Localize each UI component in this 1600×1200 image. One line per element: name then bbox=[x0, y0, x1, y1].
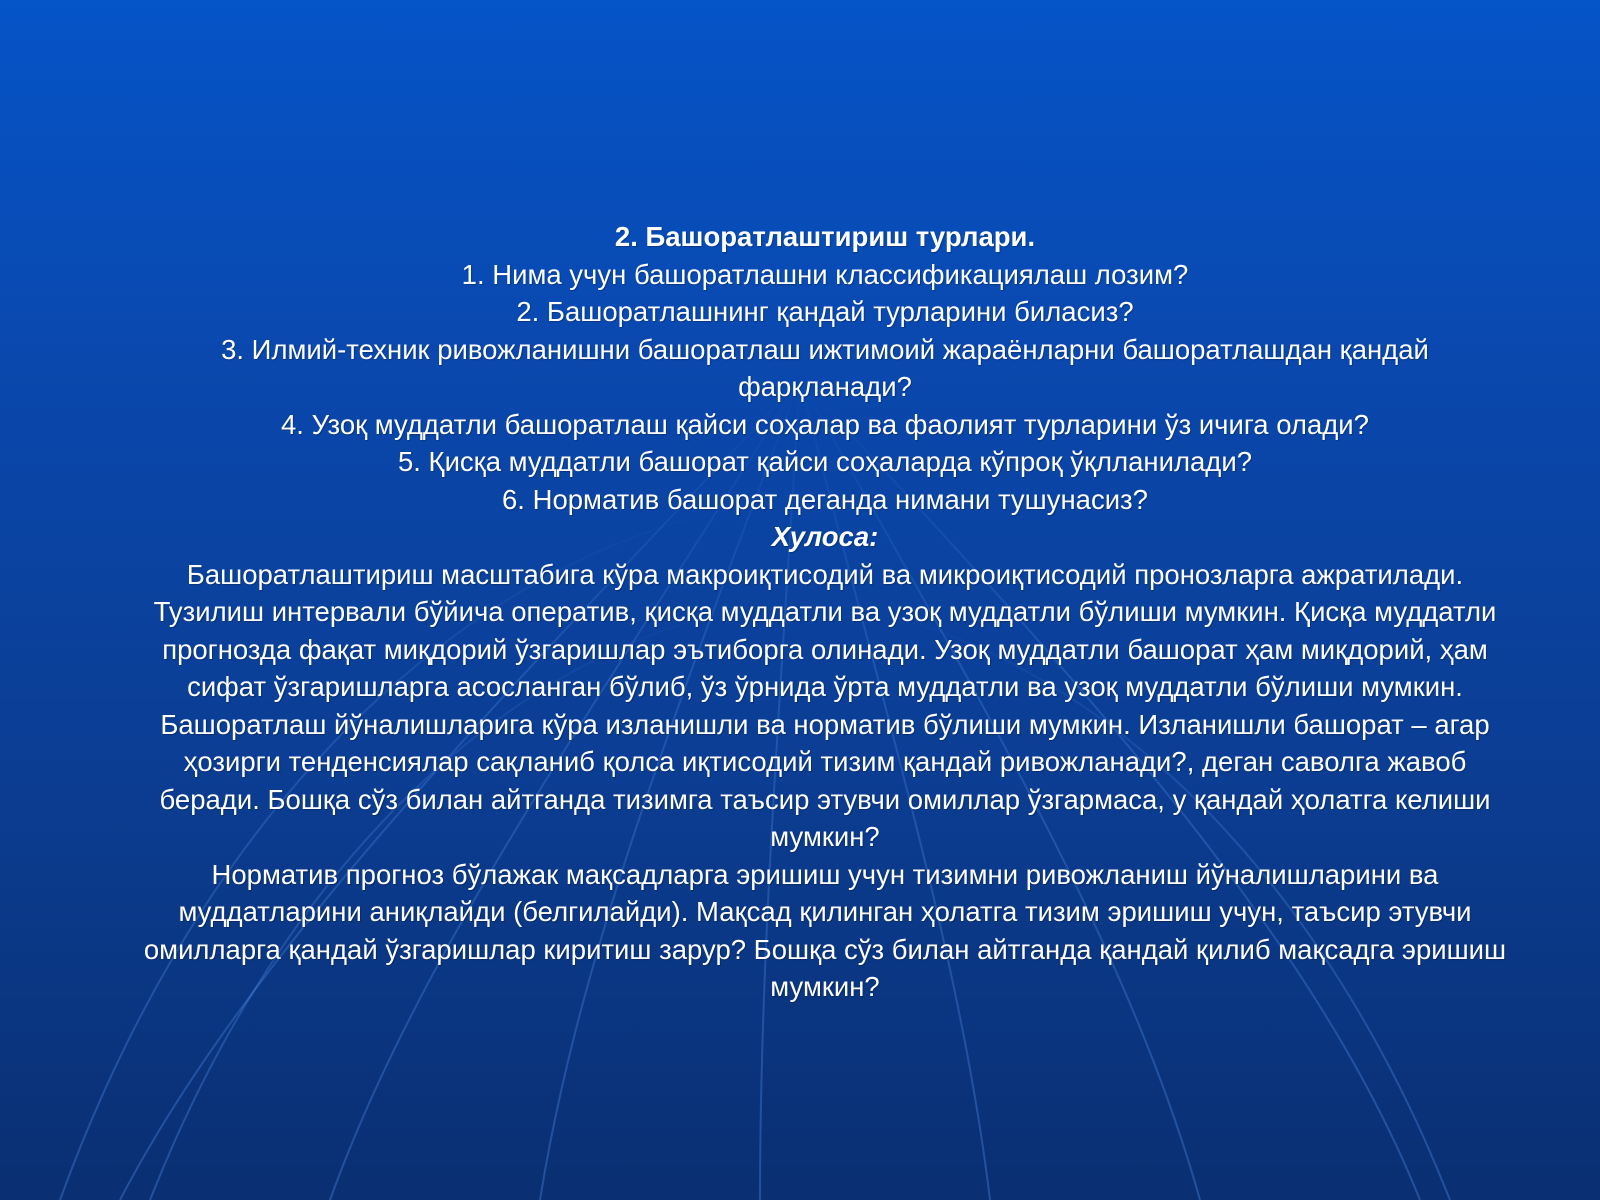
question-item: 2. Башоратлашнинг қандай турларини биласиз? bbox=[516, 296, 1134, 327]
question-item: 4. Узоқ муддатли башоратлаш қайси соҳалар ва фаолият турларини ўз ичига олади? bbox=[281, 408, 1369, 440]
conclusion-paragraph: Башоратлаштириш масштабига кўра макроиқтисодий ва микроиқтисодий пронозларга ажратилади. bbox=[186, 558, 1464, 590]
question-item: 6. Норматив башорат деганда нимани тушунасиз? bbox=[502, 483, 1148, 515]
conclusion-paragraph: Тузилиш интервали бўйича оператив, қисқа муддатли ва узоқ муддатли бўлиши мумкин. Қисқа муддатли прогнозда фақат миқдорий ўзгаришлар эътиборга олинади. Узоқ муддатли башорат ҳам миқдорий, ҳам сифат ўзгаришларга асосланган бўлиб, ўз ўрнида ўрта муддатли ва узоқ муддатли бўлиши мумкин. bbox=[153, 596, 1497, 702]
slide-content bbox=[130, 218, 1520, 1006]
question-item: 3. Илмий-техник ривожланишни башоратлаш ижтимоий жараёнларни башоратлашдан қандай фарқланади? bbox=[221, 333, 1429, 402]
question-item: 1. Нима учун башоратлашни классификациялаш лозим? bbox=[461, 258, 1189, 290]
slide-title: 2. Башоратлаштириш турлари. bbox=[614, 221, 1036, 252]
conclusion-heading: Хулоса: bbox=[771, 521, 879, 552]
conclusion-paragraph: Норматив прогноз бўлажак мақсадларга эришиш учун тизимни ривожланиш йўналишларини ва муддатларини аниқлайди (белгилайди). Мақсад қилинган ҳолатга тизим эришиш учун, таъсир этувчи омилларга қандай ўзгаришлар киритиш зарур? Бошқа сўз билан айтганда қандай қилиб мақсадга эришиш мумкин? bbox=[143, 858, 1507, 1002]
question-item: 5. Қисқа муддатли башорат қайси соҳаларда кўпроқ ўқлланилади? bbox=[397, 446, 1253, 477]
conclusion-paragraph: Башоратлаш йўналишларига кўра изланишли ва норматив бўлиши мумкин. Изланишли башорат – агар ҳозирги тенденсиялар сақланиб қолса иқтисодий тизим қандай ривожланади?, деган саволга жавоб беради. Бошқа сўз билан айтганда тизимга таъсир этувчи омиллар ўзгармаса, у қандай ҳолатга келиши мумкин? bbox=[159, 708, 1491, 852]
